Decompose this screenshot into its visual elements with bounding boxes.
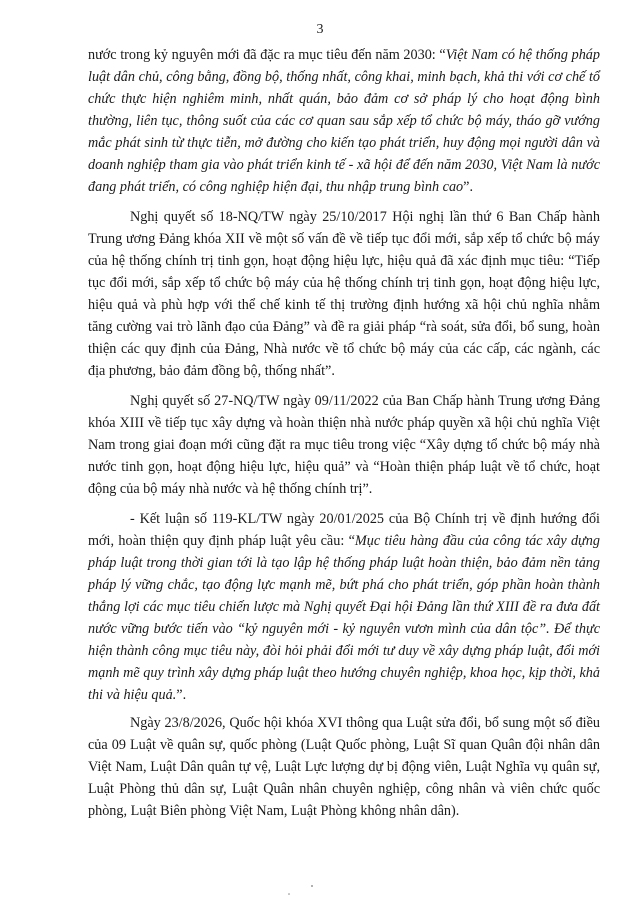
scan-speck: [311, 885, 313, 887]
text-segment: Nghị quyết số 27-NQ/TW ngày 09/11/2022 của Ban Chấp hành Trung ương Đảng khóa XIII về tiếp tục xây dựng và hoàn thiện nhà nước pháp quyền xã hội chủ nghĩa Việt Nam trong giai đoạn mới cũng đặt ra mục tiêu trong việc “Xây dựng tổ chức bộ máy nhà nước tinh gọn, hoạt động hiệu lực, hiệu quả” và “Hoàn thiện pháp luật về tổ chức, hoạt động của bộ máy nhà nước và hệ thống chính trị”.: [88, 393, 600, 497]
scan-speck: [288, 893, 290, 895]
text-segment: ”.: [463, 179, 474, 195]
italic-quote: Mục tiêu hàng đầu của công tác xây dựng pháp luật trong thời gian tới là tạo lập hệ thống pháp luật hoàn thiện, bảo đảm nền tảng pháp lý vững chắc, tạo động lực mạnh mẽ, bứt phá cho phát triển, góp phần hoàn thành thắng lợi các mục tiêu chiến lược mà Nghị quyết Đại hội Đảng lần thứ XIII đề ra đưa đất nước vững bước tiến vào “kỷ nguyên mới - kỷ nguyên vươn mình của dân tộc”. Để thực hiện thành công mục tiêu này, đòi hỏi phải đổi mới tư duy về xây dựng pháp luật, đổi mới mạnh mẽ quy trình xây dựng pháp luật theo hướng chuyên nghiệp, khoa học, kịp thời, khả thi và hiệu quả.: [88, 533, 600, 703]
italic-quote: Việt Nam có hệ thống pháp luật dân chủ, công bằng, đồng bộ, thống nhất, công khai, minh bạch, khả thi với cơ chế tổ chức thực hiện nghiêm minh, nhất quán, bảo đảm cơ sở pháp lý cho hoạt động bình thường, liên tục, thông suốt của các cơ quan sau sắp xếp tổ chức bộ máy, tháo gỡ vướng mắc phát sinh từ thực tiễn, mở đường cho kiến tạo phát triển, huy động mọi người dân và doanh nghiệp tham gia vào phát triển kinh tế - xã hội để đến năm 2030, Việt Nam là nước đang phát triển, có công nghiệp hiện đại, thu nhập trung bình cao: [88, 47, 600, 195]
text-segment: nước trong kỷ nguyên mới đã đặc ra mục tiêu đến năm 2030: “: [88, 47, 446, 63]
text-segment: - Kết luận số 119-KL/TW ngày 20/01/2025 của Bộ Chính trị về định hướng đổi mới, hoàn thiện quy định pháp luật yêu cầu: “: [88, 511, 600, 549]
text-segment: Ngày 23/8/2026, Quốc hội khóa XVI thông qua Luật sửa đổi, bổ sung một số điều của 09 Luật về quân sự, quốc phòng (Luật Quốc phòng, Luật Sĩ quan Quân đội nhân dân Việt Nam, Luật Dân quân tự vệ, Luật Lực lượng dự bị động viên, Luật Nghĩa vụ quân sự, Luật Phòng thủ dân sự, Luật Quân nhân chuyên nghiệp, công nhân và viên chức quốc phòng, Luật Biên phòng Việt Nam, Luật Phòng không nhân dân).: [88, 715, 600, 819]
page-number: 3: [316, 22, 324, 37]
text-segment: Nghị quyết số 18-NQ/TW ngày 25/10/2017 Hội nghị lần thứ 6 Ban Chấp hành Trung ương Đảng khóa XII về một số vấn đề về tiếp tục đổi mới, sắp xếp tổ chức bộ máy của hệ thống chính trị tinh gọn, hoạt động hiệu lực, hiệu quả đã xác định mục tiêu: “Tiếp tục đổi mới, sắp xếp tổ chức bộ máy của hệ thống chính trị tinh gọn, hoạt động hiệu lực, hiệu quả và phù hợp với thể chế kinh tế thị trường định hướng xã hội chủ nghĩa nhằm tăng cường vai trò lãnh đạo của Đảng” và đề ra giải pháp “rà soát, sửa đổi, bổ sung, hoàn thiện các quy định của Đảng, Nhà nước về tổ chức bộ máy của các cấp, các ngành, các địa phương, bảo đảm đồng bộ, thống nhất”.: [88, 209, 600, 379]
text-segment: ”.: [176, 687, 187, 703]
